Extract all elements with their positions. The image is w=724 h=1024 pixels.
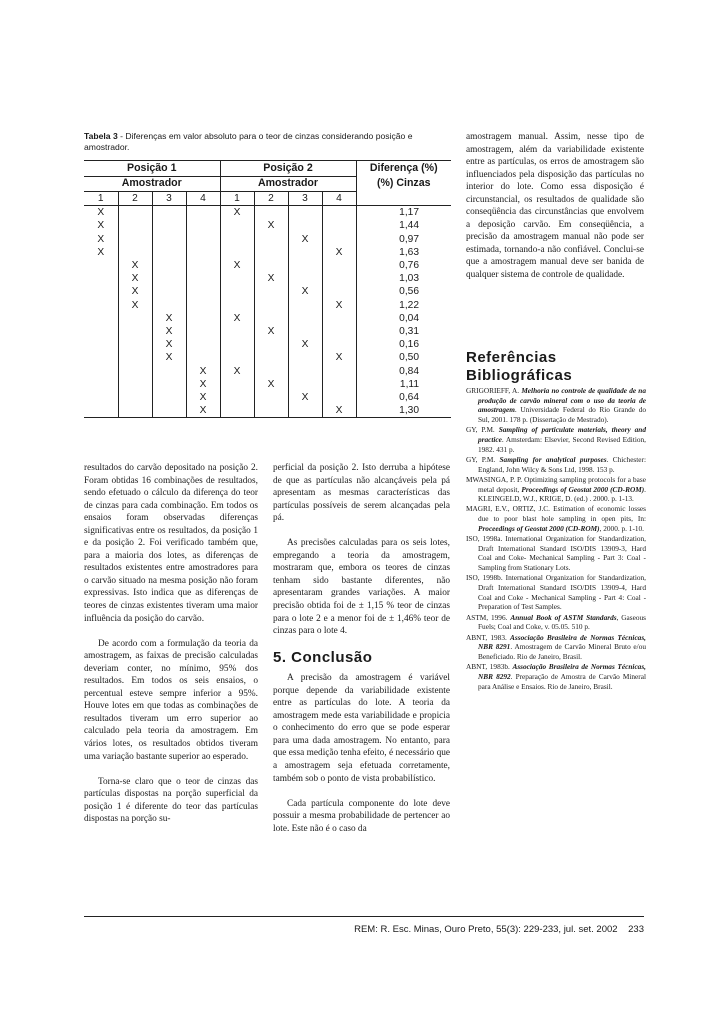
table-cell-value: 0,76 [356,259,451,272]
table-cell-mark: X [220,206,254,220]
table-cell [254,299,288,312]
table-cell [84,259,118,272]
table-cell [186,219,220,232]
table-cell [118,351,152,364]
table-cell-value: 1,03 [356,272,451,285]
table-cell-value: 1,30 [356,404,451,418]
table-cell [186,285,220,298]
reference-authors: MAGRI, E.V., ORTIZ, J.C. Estimation of economic losses due to poor blast hole sampling in open pits, In: [466,504,646,524]
table-cell [288,312,322,325]
table-cell-value: 1,11 [356,378,451,391]
table-cell [84,285,118,298]
table-cell [220,351,254,364]
table-cell [152,219,186,232]
table-cell-mark: X [220,364,254,377]
table-cell [254,351,288,364]
table-cell [322,391,356,404]
table-cell-mark: X [288,233,322,246]
table-cell-value: 0,04 [356,312,451,325]
table-cell [288,206,322,220]
header-difference: Diferença (%) [356,161,451,177]
table-cell-mark: X [186,364,220,377]
table-cell [220,233,254,246]
section-heading-conclusion: 5. Conclusão [273,648,373,666]
sampler-number: 3 [152,192,186,206]
table-cell-value: 1,63 [356,246,451,259]
table-cell [288,259,322,272]
sampler-number: 1 [220,192,254,206]
paragraph: resultados do carvão depositado na posição 2. Foram obtidas 16 combinações de resultados, sendo efetuado o cálculo da diferença do teor de cinzas para cada combinação. Em todos os ensaios foram observadas diferenças significativas entre os resultados, da posição 1 e da posição 2. Foi verificado também que, para a maioria dos lotes, as diferenças de resultados existentes entre amostradores para o carvão situado na mesma posição não foram expressivas. Isto indica que as diferenças de teores de cinzas existentes tiveram uma maior influência da posição do carvão. [84,463,258,624]
table-row [84,246,451,259]
table-cell-mark: X [118,272,152,285]
table-cell-value: 0,97 [356,233,451,246]
table-row [84,364,451,377]
table-row [84,404,451,418]
ash-difference-table [84,160,451,418]
reference-authors: GY, P.M. [466,425,499,435]
sampler-number: 1 [84,192,118,206]
table-cell-mark: X [254,219,288,232]
table-cell [118,404,152,418]
sampler-number: 3 [288,192,322,206]
reference-title: Sampling of particulate materials, theory and practice [478,425,646,445]
reference-title: Sampling for analytical purposes [499,454,607,464]
table-cell-value: 0,50 [356,351,451,364]
paragraph: perficial da posição 2. Isto derruba a hipótese de que as partículas não alcançáveis pela pá apresentam as mesmas características das partículas possíveis de serem alcançadas pela pá. [273,463,450,524]
table-cell [84,312,118,325]
table-cell [254,391,288,404]
table-cell [288,404,322,418]
reference-authors: ABNT, 1983. [466,632,511,642]
table-cell-mark: X [220,259,254,272]
table-cell [118,364,152,377]
header-position-1: Posição 1 [84,161,220,177]
table-row [84,219,451,232]
table-cell [84,391,118,404]
table-cell-mark: X [97,220,105,232]
table-cell [322,219,356,232]
table-cell [118,338,152,351]
table-cell [220,391,254,404]
table-row [84,206,451,220]
table-cell [186,272,220,285]
table-cell [118,246,152,259]
table-cell [220,285,254,298]
footer-citation: REM: R. Esc. Minas, Ouro Preto, 55(3): 229-233, jul. set. 2002 [354,924,618,935]
table-cell [152,364,186,377]
reference-item [466,613,646,632]
reference-authors: ISO, 1998b. International Organization for Standardization, Draft International Standard ISO/DIS 13909-4, Hard Coal and Coke - Mechanical Sampling - Part 4: Coal - Preparation of Test Samples. [466,573,646,612]
reference-title: Melhoria no controle de qualidade de na produção de carvão mineral com o uso da teoria de amostragem [478,386,646,415]
table-cell [322,312,356,325]
table-cell [152,233,186,246]
reference-authors: GY, P.M. [466,454,500,464]
table-cell [220,299,254,312]
table-cell [152,206,186,220]
reference-authors: ASTM, 1996. [466,612,511,622]
table-cell [254,259,288,272]
table-cell [254,285,288,298]
table-cell [118,391,152,404]
table-cell [186,299,220,312]
reference-title: Annual Book of ASTM Standards [510,612,617,622]
table-cell-mark: X [322,404,356,418]
table-row [84,299,451,312]
table-cell [322,378,356,391]
table-cell [186,246,220,259]
reference-item [466,573,646,612]
table-cell [288,272,322,285]
table-cell [152,378,186,391]
sampler-number: 2 [254,192,288,206]
reference-details: , Gaseous Fuels; Coal and Coke, v. 05.05. 510 p. [478,612,647,632]
table-cell [152,272,186,285]
table-row [84,391,451,404]
table-cell [254,338,288,351]
reference-title: Associação Brasileira de Normas Técnicas, NBR 8292 [478,662,646,681]
header-position-2: Posição 2 [220,161,356,177]
table-cell-mark: X [322,246,356,259]
right-text-column [466,131,644,282]
table-caption [84,131,450,153]
table-cell-mark: X [288,391,322,404]
left-text-column [84,462,258,826]
table-cell [84,338,118,351]
table-cell [288,378,322,391]
middle-text-column [273,462,450,835]
reference-details: . Chichester: England, John Wilcy & Sons Ltd, 1998. 153 p. [478,454,646,474]
table-cell [84,351,118,364]
table-cell [118,206,152,220]
table-cell [152,285,186,298]
reference-title: Proceedings of Geostat 2000 (CD-ROM) [478,523,600,533]
table-cell-mark: X [152,312,186,325]
reference-authors: ISO, 1998a. International Organization for Standardization, Draft International Standard ISO/DIS 13909-3, Hard Coal and Coke- Mechanical Sampling - Part 3: Coal - Sampling from Stationary Lots. [466,534,646,573]
table-cell-mark: X [220,312,254,325]
table-cell [84,325,118,338]
table-row [84,378,451,391]
table-cell [84,364,118,377]
table-cell [220,378,254,391]
reference-item [466,475,646,504]
table-cell [186,325,220,338]
table-cell-mark: X [322,351,356,364]
table-cell [118,325,152,338]
table-cell [84,272,118,285]
table-cell [254,404,288,418]
table-cell-mark: X [322,299,356,312]
reference-details: . Preparação de Amostra de Carvão Mineral para Análise e Ensaios. Rio de Janeiro, Brasil. [478,671,646,691]
paragraph: Torna-se claro que o teor de cinzas das partículas dispostas na porção superficial da posição 1 é diferente do teor das partículas dispostas na porção su- [84,776,258,825]
sampler-number: 2 [118,192,152,206]
table-cell-value: 1,44 [356,219,451,232]
reference-item [466,662,646,691]
page-number: 233 [628,924,644,935]
table-cell-value: 0,64 [356,391,451,404]
table-cell [186,312,220,325]
reference-item [466,425,646,454]
table-cell [220,338,254,351]
table-cell-value: 1,22 [356,299,451,312]
table-cell-mark: X [186,378,220,391]
table-cell [220,404,254,418]
table-cell-value: 0,84 [356,364,451,377]
table-cell [152,246,186,259]
table-cell-value: 1,17 [356,206,451,220]
table-cell [254,312,288,325]
reference-title: Associação Brasileira de Normas Técnicas, NBR 8291 [478,632,646,652]
table-cell [118,312,152,325]
reference-details: , 2000. p. 1-10. [599,523,644,533]
table-body [84,206,451,418]
table-cell [322,325,356,338]
footer-divider [84,916,644,917]
table-cell [254,206,288,220]
table-cell [288,246,322,259]
table-cell-mark: X [97,246,105,258]
table-cell [84,378,118,391]
table-cell [322,338,356,351]
table-caption-text: - Diferenças em valor absoluto para o teor de cinzas considerando posição e amostrador. [84,131,413,152]
table-cell-mark: X [97,207,105,219]
table-cell [186,206,220,220]
table-cell [118,378,152,391]
table-cell [186,259,220,272]
reference-details: . KLEINGELD, W.J., KRIGE, D. (ed.) . 2000. p. 1-13. [478,484,646,504]
header-sampler-1: Amostrador [84,176,220,192]
table-cell [322,233,356,246]
table-cell-mark: X [186,404,220,418]
table-cell-value: 0,31 [356,325,451,338]
table-row [84,285,451,298]
table-cell-mark: X [152,351,186,364]
table-cell-mark: X [152,325,186,338]
reference-item [466,455,646,474]
table-cell [220,325,254,338]
table-row [84,233,451,246]
table-cell [152,391,186,404]
page-footer [330,924,644,935]
reference-item [466,504,646,533]
table-cell-mark: X [254,272,288,285]
table-cell [288,351,322,364]
table-cell [254,233,288,246]
sampler-number: 4 [186,192,220,206]
table-row [84,259,451,272]
reference-authors: GRIGORIEFF, A. [466,386,522,395]
reference-title: Proceedings of Geostat 2000 (CD-ROM) [521,484,645,494]
table-cell-mark: X [254,378,288,391]
table-cell [288,219,322,232]
header-ash: (%) Cinzas [356,176,451,192]
reference-authors: MWASINGA, P. P. Optimizing sampling protocols for a base metal deposit, [466,474,646,494]
table-cell-value: 0,56 [356,285,451,298]
table-cell [118,219,152,232]
table-cell [322,259,356,272]
table-row [84,272,451,285]
reference-details: . Universidade Federal do Rio Grande do Sul, 2001. 178 p. (Dissertação de Mestrado). [478,405,646,425]
table-row [84,325,451,338]
paragraph: Cada partícula componente do lote deve possuir a mesma probabilidade de pertencer ao lote. Este não é o caso da [273,798,450,834]
table-row [84,351,451,364]
paragraph: As precisões calculadas para os seis lotes, empregando a teoria da amostragem, mostraram que, embora os teores de cinzas tenham sido bastante diferentes, não apresentaram grandes variações. A maior precisão obtida foi de ± 1,15 % teor de cinzas para o lote 2 e a menor foi de ± 1,46% teor de cinzas para o lote 4. [273,538,450,637]
table-cell-mark: X [118,285,152,298]
reference-item [466,633,646,662]
reference-details: . Amsterdam: Elsevier, Second Revised Edition, 1982. 431 p. [478,435,646,454]
section-heading-references: Referências Bibliográficas [466,349,573,384]
table-cell [84,299,118,312]
table-cell [118,233,152,246]
table-cell-mark: X [254,325,288,338]
reference-authors: ABNT, 1983b. [466,662,513,672]
sampler-number: 4 [322,192,356,206]
table-cell [186,351,220,364]
table-cell [152,404,186,418]
table-cell-mark: X [118,259,152,272]
table-cell [322,206,356,220]
reference-list [466,386,646,692]
table-cell-mark: X [288,285,322,298]
paragraph: A precisão da amostragem é variável porque depende da variabilidade existente entre as partículas do lote. A teoria da amostragem mede esta variabilidade e propicia o conhecimento do erro que se pode esperar para uma dada amostragem. No entanto, para que essa medição tenha efeito, é necessário que a amostragem seja efetuada corretamente, também sob o ponto de vista probabilístico. [273,673,450,784]
table-cell-mark: X [118,299,152,312]
table-cell [220,272,254,285]
paragraph: De acordo com a formulação da teoria da amostragem, as faixas de precisão calculadas deveriam conter, no mínimo, 95% dos resultados. Em todos os seis ensaios, o percentual esteve sempre inferior a 95%. Houve lotes em que todas as combinações de resultados tiveram um erro superior ao calculado pela teoria da amostragem. Em vários lotes, os resultados obtidos tiveram uma variação bastante superior ao esperado. [84,638,258,762]
table-cell [322,364,356,377]
reference-item [466,386,646,425]
paragraph: amostragem manual. Assim, nesse tipo de amostragem, além da variabilidade existente entre as partículas, os erros de amostragem são influenciados pela disposição das partículas no interior do lote. Como essa disposição é circunstancial, os resultados de qualidade são conseqüência das circunstâncias que envolvem a deposição carvão. Em conseqüência, a precisão da amostragem manual não pode ser estimada, tornando-a não confiável. Conclui-se que a amostragem manual deve ser banida de qualquer sistema de controle de qualidade. [466,132,644,281]
table-cell [288,364,322,377]
table-cell-mark: X [186,391,220,404]
table-cell-mark: X [288,338,322,351]
table-cell [84,404,118,418]
table-cell [186,233,220,246]
table-cell-value: 0,16 [356,338,451,351]
table-caption-label: Tabela 3 [84,131,118,141]
table-cell [220,246,254,259]
table-cell [152,259,186,272]
table-cell [220,219,254,232]
table-cell [322,272,356,285]
header-sampler-2: Amostrador [220,176,356,192]
table-cell [288,325,322,338]
table-cell-mark: X [152,338,186,351]
table-cell-mark: X [97,233,105,245]
table-row [84,312,451,325]
reference-details: . Amostragem de Carvão Mineral Bruto e/ou Beneficiado. Rio de Janeiro, Brasil. [478,642,646,661]
table-row [84,338,451,351]
table-cell [152,299,186,312]
table-cell [254,246,288,259]
table-cell [254,364,288,377]
reference-item [466,534,646,573]
table-cell [322,285,356,298]
table-cell [186,338,220,351]
table-cell [288,299,322,312]
